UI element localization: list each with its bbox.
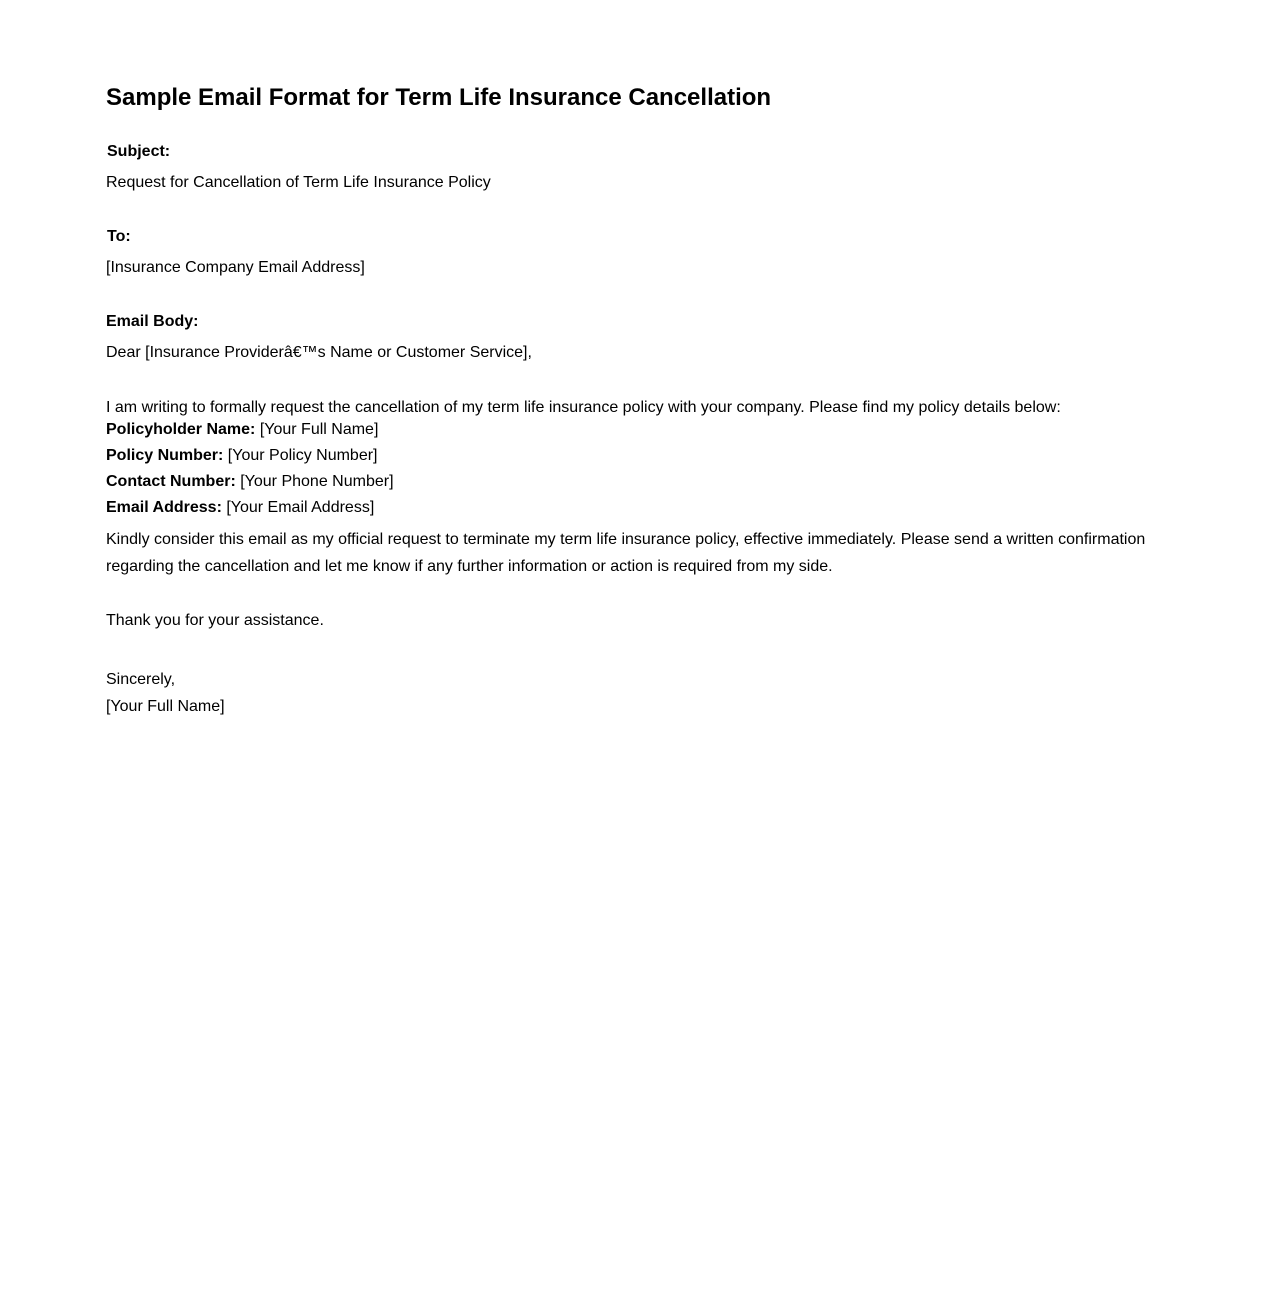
subject-value: Request for Cancellation of Term Life Insurance Policy bbox=[106, 174, 491, 191]
page-title: Sample Email Format for Term Life Insurance Cancellation bbox=[106, 84, 772, 111]
detail-value: [Your Email Address] bbox=[221, 499, 375, 516]
to-label: To: bbox=[107, 228, 131, 245]
detail-label: Email Address: bbox=[106, 499, 222, 516]
thanks-line: Thank you for your assistance. bbox=[106, 612, 324, 629]
detail-label: Policy Number: bbox=[106, 447, 224, 464]
subject-label: Subject: bbox=[107, 143, 171, 160]
detail-label: Contact Number: bbox=[106, 473, 236, 490]
detail-label: Policyholder Name: bbox=[106, 421, 256, 438]
email-body-label: Email Body: bbox=[106, 313, 199, 330]
to-value: [Insurance Company Email Address] bbox=[106, 259, 365, 276]
detail-value: [Your Policy Number] bbox=[223, 447, 378, 464]
intro-paragraph: I am writing to formally request the cancellation of my term life insurance policy with your company. Please find my policy details below: bbox=[106, 399, 1061, 416]
closing-line: Sincerely, bbox=[106, 671, 176, 688]
detail-value: [Your Full Name] bbox=[255, 421, 379, 438]
greeting-line: Dear [Insurance Providerâ€™s Name or Customer Service], bbox=[106, 344, 532, 361]
detail-value: [Your Phone Number] bbox=[235, 473, 394, 490]
detail-policyholder-name bbox=[106, 420, 378, 440]
request-paragraph: Kindly consider this email as my official request to terminate my term life insurance policy, effective immediately. Please send a written confirmation regarding the cancellation and let me know if any further information or action is required from my side. bbox=[106, 531, 1146, 575]
signature-line: [Your Full Name] bbox=[106, 698, 225, 715]
detail-email-address bbox=[106, 498, 374, 518]
detail-contact-number bbox=[106, 472, 394, 492]
detail-policy-number bbox=[106, 446, 378, 466]
